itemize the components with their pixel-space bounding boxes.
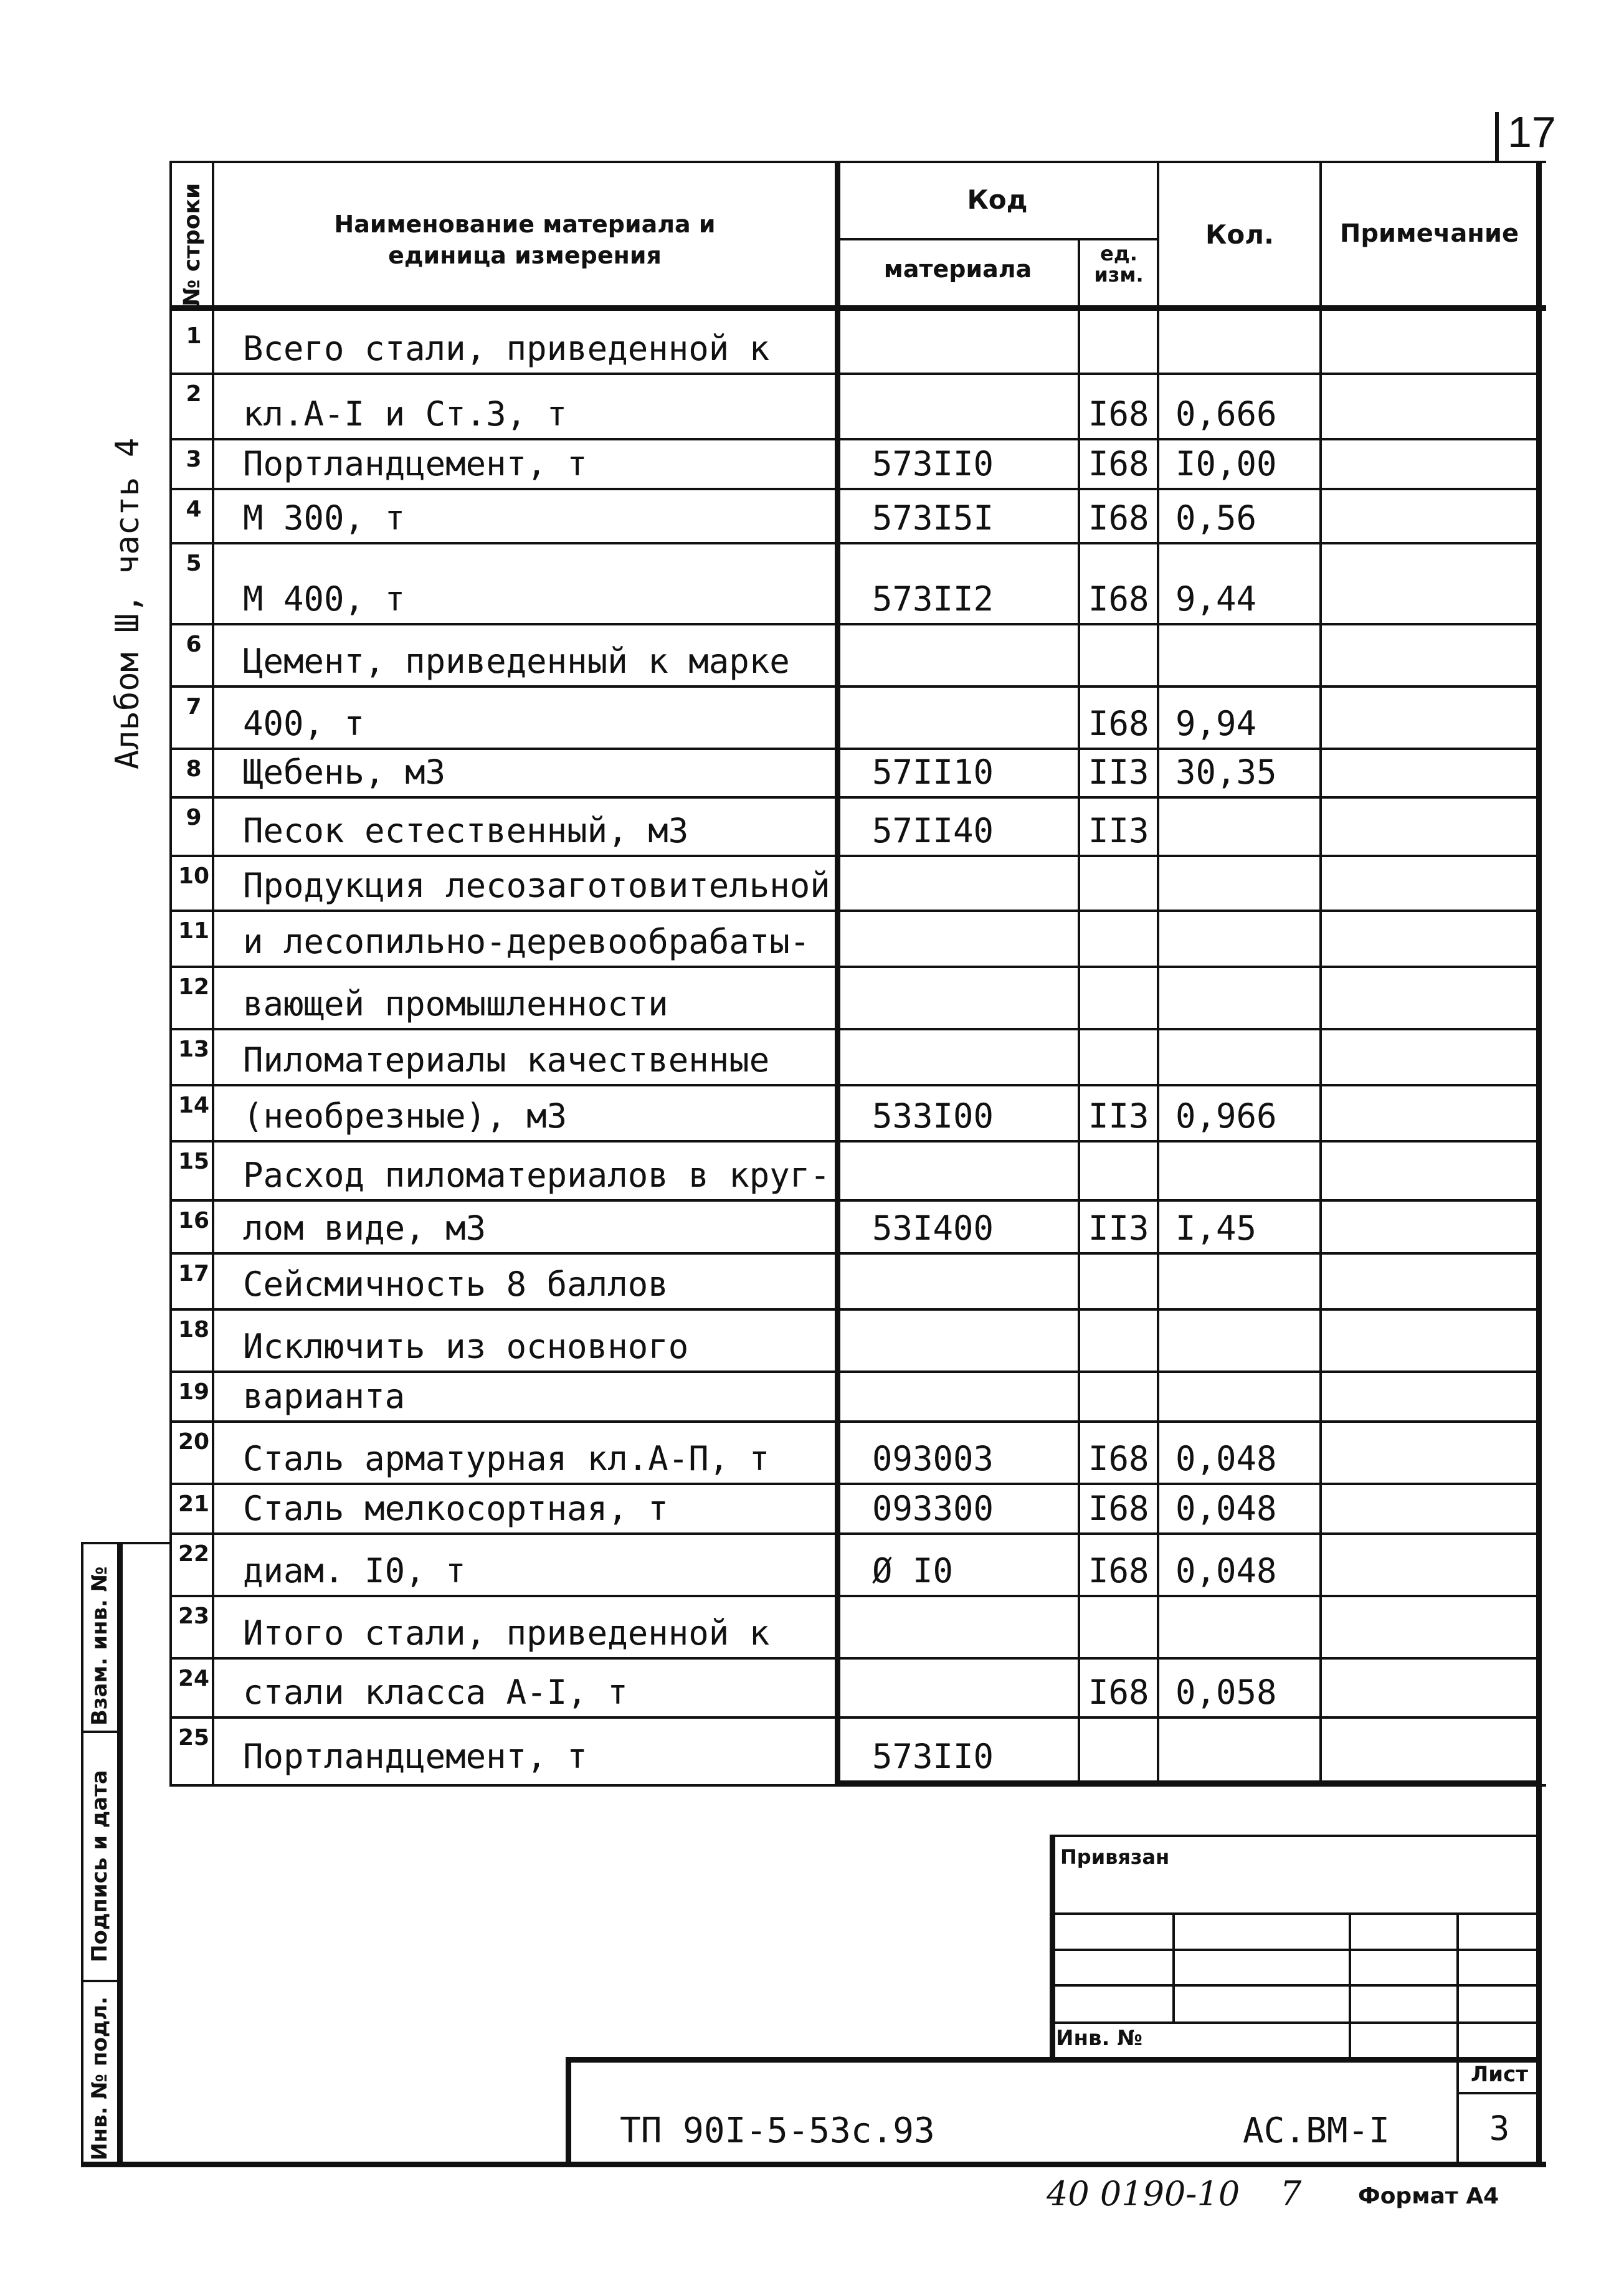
row-name: кл.А-I и Ст.3, т <box>243 394 567 434</box>
row-name: Портландцемент, т <box>243 444 587 483</box>
row-qty: 0,058 <box>1175 1673 1277 1712</box>
table-row <box>169 796 1541 855</box>
row-name: Цемент, приведенный к марке <box>243 642 790 681</box>
row-number: 19 <box>178 1379 210 1405</box>
title-sheet-number: 3 <box>1489 2109 1510 2148</box>
row-unit: II3 <box>1088 1209 1149 1248</box>
table-row <box>169 1420 1541 1483</box>
row-number: 22 <box>178 1541 210 1567</box>
row-name: Исключить из основного <box>243 1327 689 1366</box>
row-number: 8 <box>186 756 202 782</box>
row-number: 16 <box>178 1208 210 1233</box>
row-number: 12 <box>178 974 210 1000</box>
row-code: 573II0 <box>872 1737 994 1776</box>
table-row <box>169 623 1541 685</box>
row-code: 573I5I <box>872 498 994 538</box>
row-code: 533I00 <box>872 1096 994 1136</box>
row-number: 17 <box>178 1261 210 1286</box>
album-label: Альбом Ш, часть 4 <box>109 437 146 769</box>
table-row <box>169 1595 1541 1657</box>
table-row <box>169 1716 1541 1780</box>
header-material: материала <box>883 255 1032 283</box>
header-unit-line1: ед. <box>1100 242 1137 265</box>
row-number: 23 <box>178 1603 210 1629</box>
row-name: Сталь мелкосортная, т <box>243 1489 668 1528</box>
header-unit <box>1081 243 1157 285</box>
row-number: 4 <box>186 496 202 522</box>
row-name: варианта <box>243 1377 406 1416</box>
handwritten-number: 40 0190-10 <box>1047 2174 1240 2213</box>
row-name: Расход пиломатериалов в круг- <box>243 1156 830 1195</box>
row-name: Продукция лесозаготовительной <box>243 866 830 905</box>
stamp-inv-vzam: Взам. инв. № <box>87 1566 112 1726</box>
handwritten-page: 7 <box>1280 2174 1302 2213</box>
row-code: 57II40 <box>872 811 994 850</box>
row-code: 093300 <box>872 1489 994 1528</box>
title-inv-no: Инв. № <box>1056 2026 1143 2051</box>
row-name: Песок естественный, м3 <box>243 811 689 850</box>
row-name: Пиломатериалы качественные <box>243 1040 770 1080</box>
table-row <box>169 1140 1541 1199</box>
row-code: 093003 <box>872 1439 994 1478</box>
row-code: 57II10 <box>872 753 994 792</box>
row-number: 1 <box>186 323 202 349</box>
row-unit: I68 <box>1088 579 1149 619</box>
header-row-no: № строки <box>179 183 205 306</box>
row-number: 14 <box>178 1093 210 1118</box>
row-qty: I,45 <box>1175 1209 1257 1248</box>
row-name: Всего стали, приведенной к <box>243 329 770 368</box>
row-name: Итого стали, приведенной к <box>243 1613 770 1653</box>
row-qty: 0,666 <box>1175 394 1277 434</box>
row-code: Ø I0 <box>872 1551 954 1590</box>
corner-tick <box>1495 112 1499 162</box>
title-mark: АС.ВМ-I <box>1243 2111 1390 2151</box>
format-label: Формат А4 <box>1358 2183 1499 2209</box>
table-row <box>169 1084 1541 1140</box>
row-name: диам. I0, т <box>243 1551 466 1590</box>
row-number: 25 <box>178 1725 210 1751</box>
row-number: 11 <box>178 918 210 944</box>
row-name: М 300, т <box>243 498 406 538</box>
row-name: Сталь арматурная кл.А-П, т <box>243 1439 770 1478</box>
row-name: Щебень, м3 <box>243 753 446 792</box>
row-qty: 0,048 <box>1175 1489 1277 1528</box>
row-unit: II3 <box>1088 1096 1149 1136</box>
row-number: 6 <box>186 632 202 657</box>
row-name: Сейсмичность 8 баллов <box>243 1265 668 1304</box>
row-name: стали класса А-I, т <box>243 1673 628 1712</box>
table-row <box>169 748 1541 796</box>
row-number: 15 <box>178 1149 210 1174</box>
stamp-inv-podl: Инв. № подл. <box>87 1996 112 2160</box>
row-name: лом виде, м3 <box>243 1209 487 1248</box>
title-sheet-label: Лист <box>1471 2062 1528 2087</box>
row-unit: I68 <box>1088 394 1149 434</box>
row-qty: 0,56 <box>1175 498 1257 538</box>
row-code: 573II2 <box>872 579 994 619</box>
table-row <box>169 373 1541 438</box>
row-number: 21 <box>178 1491 210 1517</box>
table-row <box>169 1532 1541 1595</box>
row-unit: I68 <box>1088 444 1149 483</box>
table-row <box>169 315 1541 373</box>
table-row <box>169 1028 1541 1084</box>
row-code: 53I400 <box>872 1209 994 1248</box>
header-note: Примечание <box>1339 219 1519 248</box>
row-qty: 9,94 <box>1175 704 1257 743</box>
row-number: 18 <box>178 1317 210 1342</box>
table-row <box>169 438 1541 488</box>
row-unit: I68 <box>1088 1551 1149 1590</box>
row-unit: II3 <box>1088 811 1149 850</box>
corner-page-number: 17 <box>1508 108 1556 156</box>
row-unit: I68 <box>1088 1489 1149 1528</box>
table-row <box>169 966 1541 1028</box>
row-qty: 0,048 <box>1175 1551 1277 1590</box>
row-unit: I68 <box>1088 1673 1149 1712</box>
row-name: (необрезные), м3 <box>243 1096 567 1136</box>
header-name <box>215 209 835 271</box>
row-unit: I68 <box>1088 1439 1149 1478</box>
row-name: вающей промышленности <box>243 984 668 1024</box>
row-number: 9 <box>186 805 202 830</box>
header-unit-line2: изм. <box>1094 263 1144 287</box>
table-row <box>169 685 1541 748</box>
row-name: М 400, т <box>243 579 406 619</box>
table-row <box>169 1199 1541 1252</box>
row-number: 13 <box>178 1037 210 1062</box>
row-number: 3 <box>186 447 202 472</box>
stamp-signature-date: Подпись и дата <box>87 1770 112 1962</box>
table-row <box>169 1371 1541 1420</box>
header-name-line1: Наименование материала и <box>334 211 716 238</box>
row-number: 20 <box>178 1429 210 1455</box>
row-number: 5 <box>186 551 202 576</box>
row-unit: I68 <box>1088 704 1149 743</box>
table-row <box>169 1252 1541 1308</box>
table-row <box>169 542 1541 623</box>
row-name: 400, т <box>243 704 365 743</box>
header-name-line2: единица измерения <box>388 242 662 269</box>
table-row <box>169 1308 1541 1371</box>
title-linked: Привязан <box>1060 1845 1170 1869</box>
row-qty: 9,44 <box>1175 579 1257 619</box>
row-qty: 0,966 <box>1175 1096 1277 1136</box>
header-code: Код <box>967 184 1028 215</box>
title-doc-code: ТП 90I-5-53с.93 <box>620 2111 935 2151</box>
row-name: Портландцемент, т <box>243 1737 587 1776</box>
table-row <box>169 1483 1541 1532</box>
header-qty: Кол. <box>1205 219 1274 250</box>
row-name: и лесопильно-деревообрабаты- <box>243 922 810 961</box>
row-unit: I68 <box>1088 498 1149 538</box>
row-qty: 0,048 <box>1175 1439 1277 1478</box>
table-row <box>169 1657 1541 1716</box>
row-number: 7 <box>186 694 202 720</box>
row-code: 573II0 <box>872 444 994 483</box>
row-number: 24 <box>178 1666 210 1691</box>
row-qty: I0,00 <box>1175 444 1277 483</box>
table-row <box>169 910 1541 966</box>
row-number: 10 <box>178 863 210 889</box>
table-row <box>169 488 1541 542</box>
table-row <box>169 855 1541 910</box>
row-number: 2 <box>186 381 202 407</box>
row-unit: II3 <box>1088 753 1149 792</box>
row-qty: 30,35 <box>1175 753 1277 792</box>
